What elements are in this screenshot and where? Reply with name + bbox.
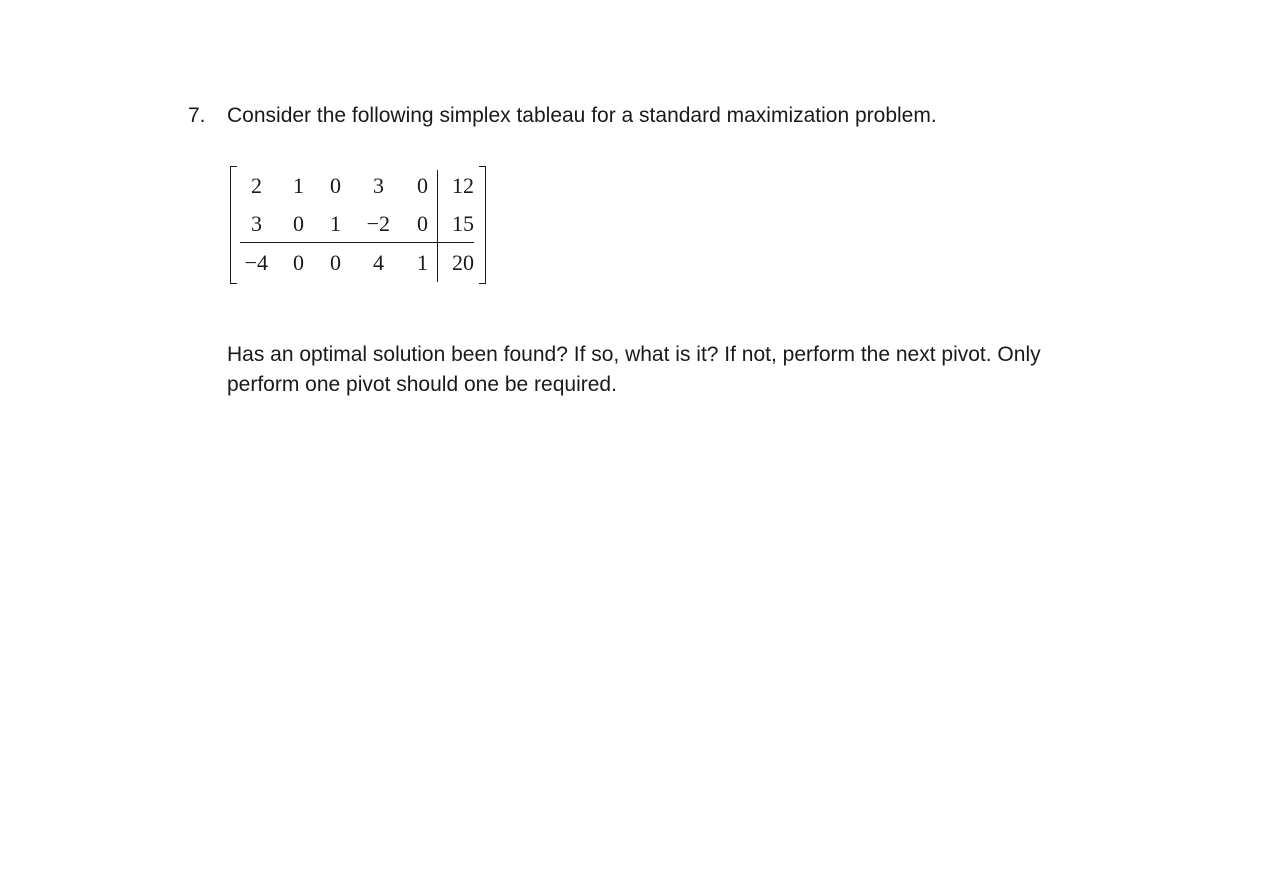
tableau-cell: 0 <box>417 173 428 198</box>
tableau-cell: 3 <box>373 173 384 198</box>
tableau-cell: 3 <box>251 211 262 236</box>
tableau-cell: 0 <box>330 250 341 275</box>
tableau-cell: 0 <box>293 211 304 236</box>
instruction-line: perform one pivot should one be required. <box>227 373 617 396</box>
tableau-cell: 15 <box>452 211 474 236</box>
tableau-cell: 2 <box>251 173 262 198</box>
tableau-cell: 0 <box>293 250 304 275</box>
tableau-cell: 12 <box>452 173 474 198</box>
tableau-left-bracket <box>230 166 237 284</box>
question-number: 7. <box>188 104 206 127</box>
tableau-right-bracket <box>479 166 486 284</box>
simplex-tableau <box>230 166 486 284</box>
tableau-cell: −2 <box>366 211 390 236</box>
instruction-text <box>227 340 1127 400</box>
tableau-cell: 1 <box>330 211 341 236</box>
tableau-cell: 1 <box>417 250 428 275</box>
tableau-objective-divider <box>240 242 474 243</box>
tableau-rhs-divider <box>437 170 438 282</box>
tableau-cell: 20 <box>452 250 474 275</box>
tableau-cell: 0 <box>417 211 428 236</box>
instruction-line: Has an optimal solution been found? If so, what is it? If not, perform the next pivot. Only <box>227 343 1041 366</box>
tableau-cell: 1 <box>293 173 304 198</box>
question-prompt: Consider the following simplex tableau for a standard maximization problem. <box>227 104 937 127</box>
tableau-cell: −4 <box>244 250 268 275</box>
tableau-cell: 0 <box>330 173 341 198</box>
tableau-cell: 4 <box>373 250 384 275</box>
